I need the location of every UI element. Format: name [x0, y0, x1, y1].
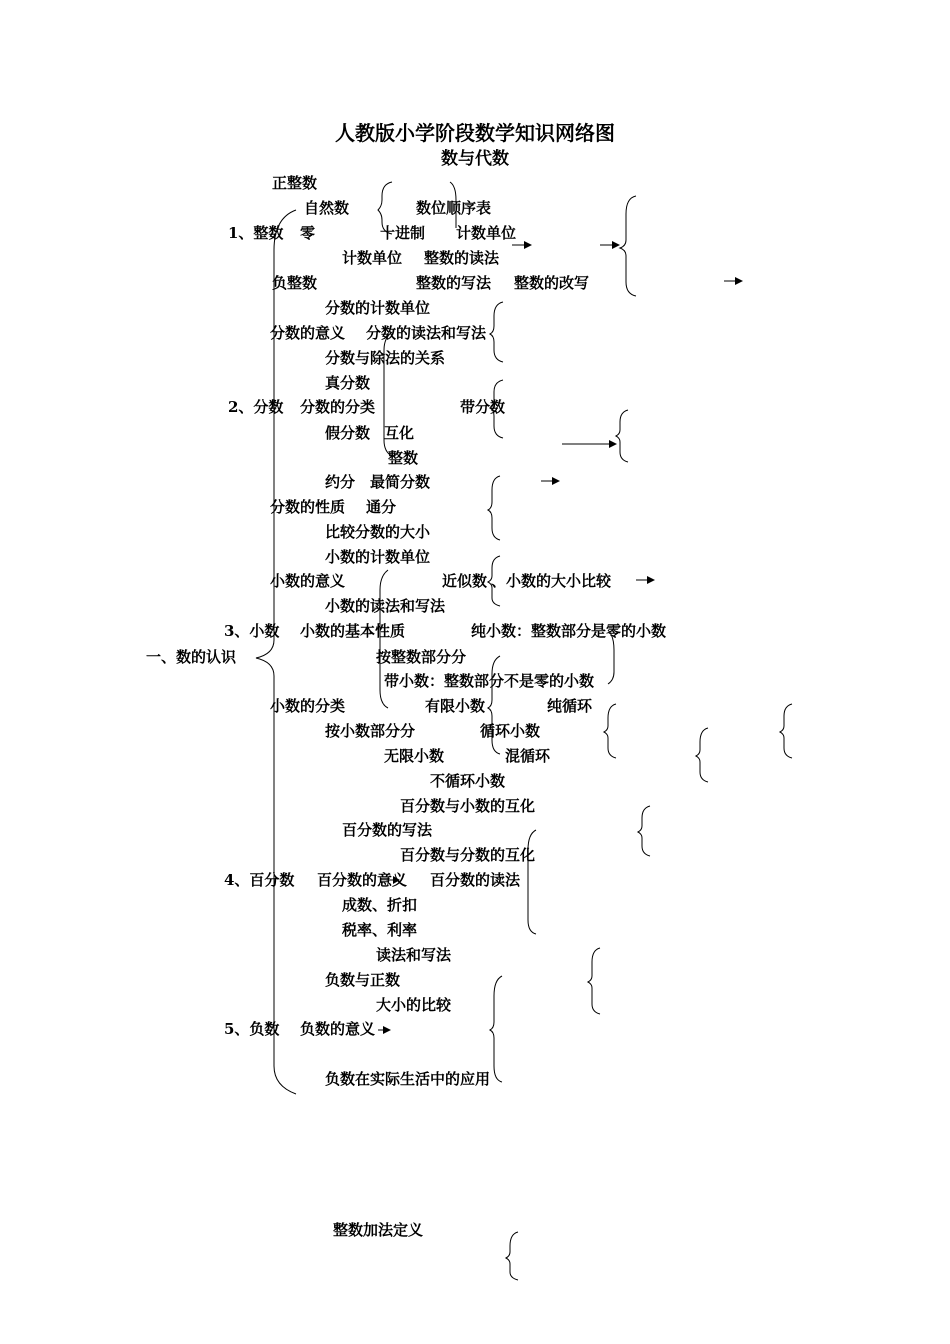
node-fraction-integer: 整数 [388, 449, 419, 467]
node-improper-fraction: 假分数 [325, 424, 371, 442]
node-decimal: 3、小数 [224, 622, 280, 640]
node-positive-integer: 正整数 [272, 174, 318, 192]
node-proper-fraction: 真分数 [325, 374, 371, 392]
node-counting-unit-2: 计数单位 [342, 249, 403, 267]
node-fraction: 2、分数 [228, 398, 284, 416]
arrow-head-2 [612, 241, 620, 249]
node-natural-number: 自然数 [304, 199, 350, 217]
main-brace [256, 210, 296, 1094]
node-fraction-unit: 分数的计数单位 [325, 299, 431, 317]
node-approximate: 近似数 [442, 572, 488, 590]
node-percent-writing: 百分数的写法 [342, 821, 433, 839]
node-fraction-division: 分数与除法的关系 [325, 349, 446, 367]
brace-addition [506, 1232, 518, 1280]
brace-fraction-convert [616, 410, 628, 462]
node-decimal-compare: 、小数的大小比较 [491, 572, 612, 590]
node-integer-writing: 整数的写法 [416, 274, 492, 292]
node-fraction-compare: 比较分数的大小 [325, 523, 431, 541]
node-by-integer-part: 按整数部分分 [376, 648, 467, 666]
node-fraction-property: 分数的性质 [270, 498, 346, 516]
node-integer-reading: 整数的读法 [424, 249, 500, 267]
node-reduce: 约分 [325, 473, 356, 491]
brace-decimal-repeat [696, 728, 708, 782]
node-by-decimal-part: 按小数部分分 [325, 722, 416, 740]
arrow-head-3 [735, 277, 743, 285]
node-mixed-number: 带分数 [460, 398, 506, 416]
node-decimal-system: 十进制 [380, 224, 426, 242]
node-mixed-repeating: 混循环 [505, 747, 551, 765]
node-integer-rewriting: 整数的改写 [514, 274, 590, 292]
node-counting-unit: 计数单位 [456, 224, 517, 242]
node-convert: 互化 [384, 424, 415, 442]
node-non-repeating: 不循环小数 [430, 772, 506, 790]
node-pure-decimal: 纯小数：整数部分是零的小数 [471, 622, 667, 640]
node-simplest-fraction: 最简分数 [370, 473, 431, 491]
node-mixed-decimal: 带小数：整数部分不是零的小数 [384, 672, 595, 690]
node-addition-definition: 整数加法定义 [333, 1221, 424, 1239]
arrow-head-1 [524, 241, 532, 249]
node-discount: 成数、折扣 [342, 896, 418, 914]
brace-fraction-property [488, 476, 500, 540]
node-negative-read-write: 读法和写法 [376, 946, 452, 964]
node-fraction-read-write: 分数的读法和写法 [366, 324, 487, 342]
node-percent-fraction: 百分数与分数的互化 [400, 846, 536, 864]
node-fraction-classification: 分数的分类 [300, 398, 376, 416]
node-percent-reading: 百分数的读法 [430, 871, 521, 889]
brace-negative-main [490, 976, 502, 1082]
page-subtitle: 数与代数 [441, 149, 509, 169]
node-negative: 5、负数 [224, 1020, 280, 1038]
node-root: 一、数的认识 [146, 648, 237, 666]
brace-integer-c [620, 196, 636, 296]
node-percent-meaning: 百分数的意义 [317, 871, 408, 889]
node-infinite-decimal: 无限小数 [384, 747, 445, 765]
node-pure-repeating: 纯循环 [547, 697, 593, 715]
node-percent: 4、百分数 [224, 871, 295, 889]
arrow-head-6 [647, 576, 655, 584]
brace-fraction-meaning [490, 302, 503, 362]
node-tax-interest: 税率、利率 [342, 921, 418, 939]
node-percent-decimal: 百分数与小数的互化 [400, 797, 536, 815]
arrow-head-5 [552, 477, 560, 485]
brace-decimal-finite [604, 704, 616, 758]
node-decimal-basic-property: 小数的基本性质 [300, 622, 406, 640]
node-common-denominator: 通分 [366, 498, 397, 516]
brace-decimal-pure [780, 704, 792, 758]
page-title: 人教版小学阶段数学知识网络图 [335, 121, 615, 145]
node-decimal-unit: 小数的计数单位 [325, 548, 431, 566]
node-negative-positive: 负数与正数 [325, 971, 401, 989]
node-fraction-meaning: 分数的意义 [270, 324, 346, 342]
arrow-head-4 [609, 440, 617, 448]
node-repeating-decimal: 循环小数 [480, 722, 541, 740]
node-decimal-meaning: 小数的意义 [270, 572, 346, 590]
brace-percent-convert [638, 806, 650, 856]
node-finite-decimal: 有限小数 [425, 697, 486, 715]
node-negative-application: 负数在实际生活中的应用 [325, 1070, 491, 1088]
node-integer: 1、整数 [228, 224, 284, 242]
node-place-table: 数位顺序表 [416, 199, 492, 217]
node-negative-meaning: 负数的意义 [300, 1020, 376, 1038]
node-decimal-read-write: 小数的读法和写法 [325, 597, 446, 615]
brace-negative-rw [588, 948, 600, 1014]
node-zero: 零 [300, 224, 316, 242]
node-negative-compare: 大小的比较 [376, 996, 452, 1014]
arrow-head-7 [383, 1026, 391, 1034]
node-negative-integer: 负整数 [272, 274, 318, 292]
node-decimal-classification: 小数的分类 [270, 697, 346, 715]
